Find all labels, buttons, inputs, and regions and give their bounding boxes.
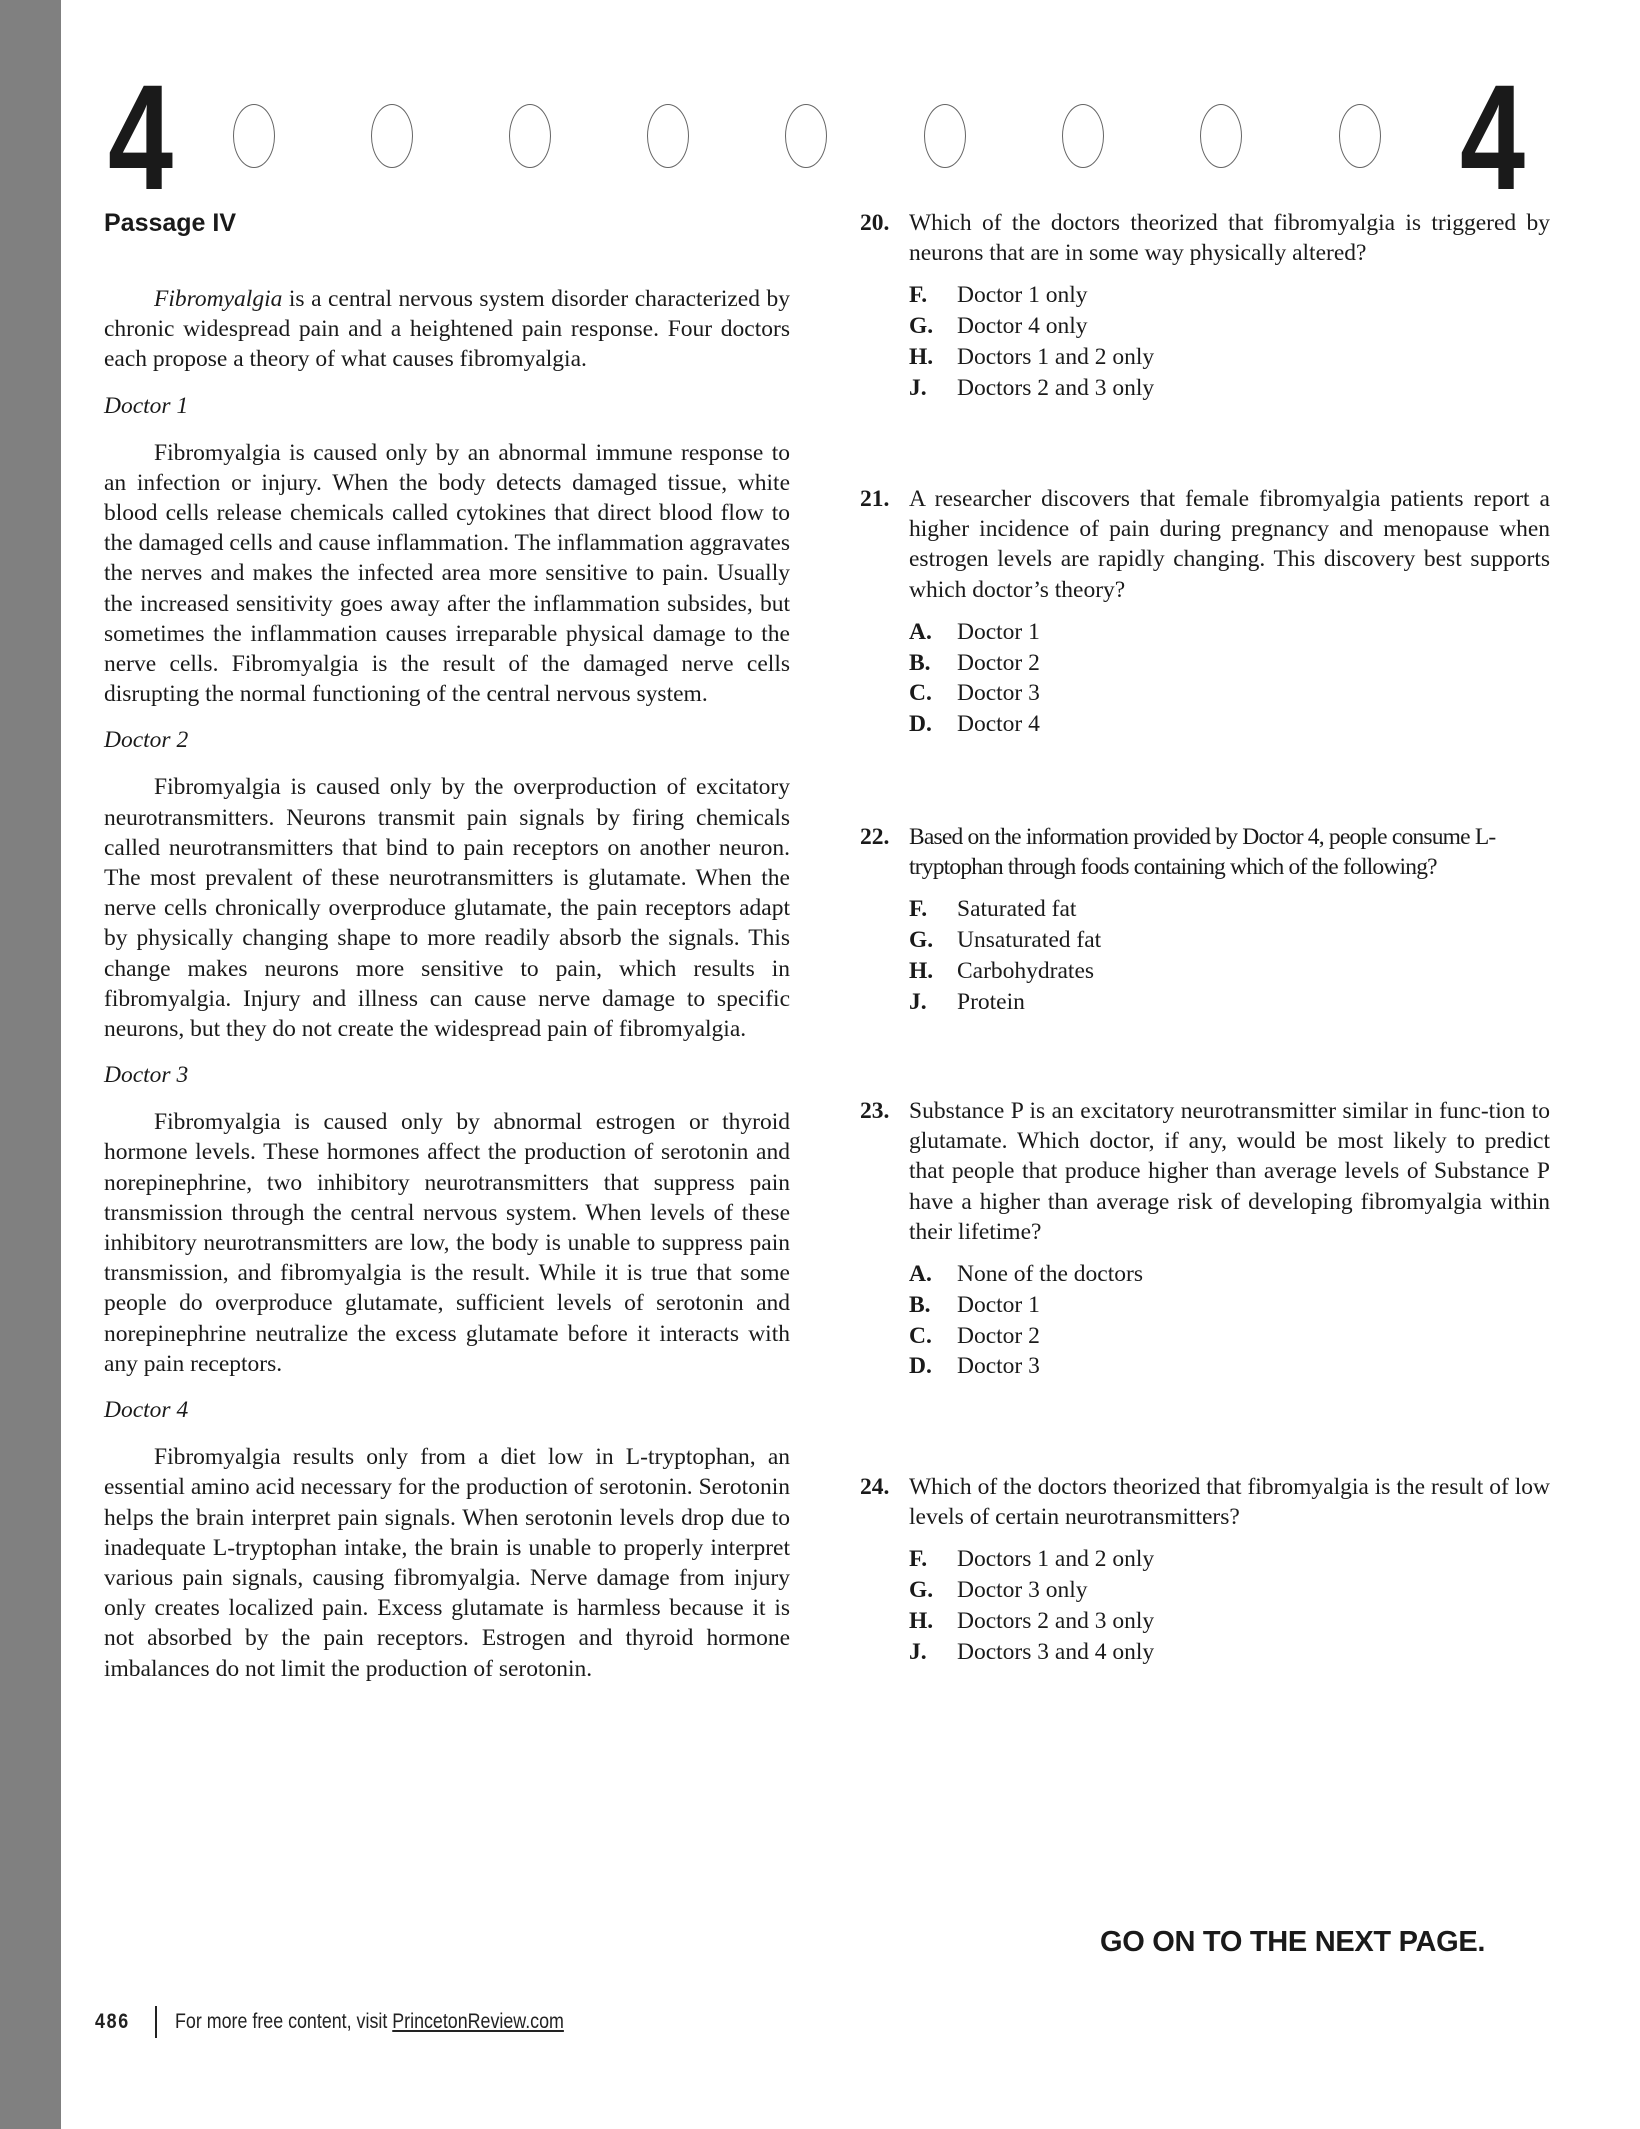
answer-bubble [785, 104, 827, 168]
option-text: Doctor 3 [957, 680, 1040, 707]
question-number: 22. [860, 824, 890, 850]
passage-intro [104, 284, 790, 375]
footer-divider [155, 2006, 157, 2038]
option-text: Doctor 1 only [957, 282, 1088, 309]
answer-option[interactable] [909, 342, 1550, 373]
answer-option[interactable] [909, 280, 1550, 311]
answer-options [909, 894, 1550, 1017]
option-text: Doctor 3 [957, 1353, 1040, 1380]
answer-option[interactable] [909, 1575, 1550, 1606]
question-number: 20. [860, 210, 890, 236]
option-letter: H. [909, 1608, 934, 1634]
answer-bubble [1200, 104, 1242, 168]
option-text: Protein [957, 988, 1025, 1015]
doctor-3-theory: Fibromyalgia is caused only by abnormal estrogen or thyroid hormone levels. These hormones affect the production of serotonin and norepinephrine, two inhibitory neurotransmitters that suppress pain transmission through the central nervous system. When levels of these inhibitory neurotransmitters are low, the body is unable to suppress pain transmission, and fibromyalgia is the result. While it is true that some people do overproduce glutamate, sufficient levels of serotonin and norepinephrine neutralize the excess glutamate before it interacts with any pain receptors. [104, 1109, 790, 1377]
option-text: Doctors 1 and 2 only [957, 1546, 1155, 1573]
option-letter: B. [909, 649, 931, 676]
answer-bubble [1062, 104, 1104, 168]
answer-option[interactable] [909, 617, 1550, 648]
intro-text: is a central nervous system disorder characterized by chronic widespread pain and a heightened pain response. Four doctors each propose a theory of what causes fibromyalgia. [104, 286, 790, 373]
doctor-2-label: Doctor 2 [104, 727, 189, 754]
option-text: Doctor 4 only [957, 313, 1088, 340]
answer-options [909, 1544, 1550, 1667]
answer-option[interactable] [909, 1321, 1550, 1352]
option-letter: C. [909, 680, 932, 707]
option-letter: C. [909, 1322, 932, 1349]
option-text: Doctor 4 [957, 711, 1040, 738]
option-text: Doctor 3 only [957, 1577, 1088, 1604]
doctor-1-theory: Fibromyalgia is caused only by an abnormal immune response to an infection or injury. When the body detects damaged tissue, white blood cells release chemicals called cytokines that direct blood flow to the damaged cells and cause inflammation. The inflammation aggravates the nerves and makes the infected area more sensitive to pain. Usually the increased sensitivity goes away after the inflammation subsides, but sometimes the inflammation causes irreparable physical damage to the nerve cells. Fibromyalgia is the result of the damaged nerve cells disrupting the normal functioning of the central nervous system. [104, 439, 790, 708]
option-text: Doctors 1 and 2 only [957, 344, 1155, 370]
option-text: Doctors 2 and 3 only [957, 374, 1155, 401]
doctor-4-theory: Fibromyalgia results only from a diet low in L-tryptophan, an essential amino acid necessary for the production of serotonin. Serotonin helps the brain interpret pain signals. When serotonin levels drop due to inadequate L-tryptophan intake, the brain is unable to properly interpret various pain signals, causing fibromyalgia. Nerve damage from injury only creates localized pain. Excess glutamate is harmless because it is not absorbed by the pain receptors. Estrogen and thyroid hormone imbalances do not limit the production of serotonin. [104, 1444, 790, 1682]
section-number-right: 4 [1460, 53, 1526, 221]
answer-option[interactable] [909, 678, 1550, 709]
question-text: A researcher discovers that female fibromyalgia patients report a higher incidence of pain during pregnancy and menopause when estrogen levels are rapidly changing. This discovery best supports which doctor’s theory? [909, 486, 1550, 603]
question-text: Substance P is an excitatory neurotransmitter similar in func-tion to glutamate. Which doctor, if any, would be most likely to predict that people that produce higher than average levels of Substance P have a higher than average risk of developing fibromyalgia within their lifetime? [909, 1098, 1550, 1245]
doctor-2-theory: Fibromyalgia is caused only by the overproduction of excitatory neurotransmitters. Neurons transmit pain signals by firing chemicals called neurotransmitters that bind to pain receptors on another neuron. The most prevalent of these neurotransmitters is glutamate. When the nerve cells chronically overproduce glutamate, the pain receptors adapt by physically changing shape to more readily absorb the signals. This change makes neurons more sensitive to pain, which results in fibromyalgia. Injury and illness can cause nerve damage to specific neurons, but they do not create the widespread pain of fibromyalgia. [104, 774, 790, 1043]
option-letter: D. [909, 711, 932, 738]
option-letter: J. [909, 988, 927, 1015]
passage-column [104, 208, 790, 1684]
option-letter: G. [909, 313, 934, 340]
question-22 [860, 822, 1550, 1018]
answer-option[interactable] [909, 1606, 1550, 1637]
option-text: Doctor 1 [957, 1291, 1040, 1318]
question-number: 21. [860, 486, 890, 512]
question-20 [860, 208, 1550, 404]
option-letter: A. [909, 618, 932, 645]
option-letter: A. [909, 1261, 932, 1288]
passage-title: Passage IV [104, 209, 237, 237]
answer-option[interactable] [909, 648, 1550, 679]
option-letter: H. [909, 344, 934, 370]
doctor-3-label: Doctor 3 [104, 1062, 189, 1089]
option-text: Saturated fat [957, 896, 1077, 923]
page-number: 486 [95, 2010, 130, 2033]
option-letter: F. [909, 282, 928, 309]
answer-bubble [924, 104, 966, 168]
option-letter: H. [909, 958, 934, 984]
answer-option[interactable] [909, 987, 1550, 1018]
answer-options [909, 1259, 1550, 1382]
doctor-1-label: Doctor 1 [104, 392, 189, 419]
option-text: Doctors 2 and 3 only [957, 1608, 1155, 1634]
option-letter: D. [909, 1353, 932, 1380]
promo-text: For more free content, visit [174, 2010, 392, 2033]
answer-option[interactable] [909, 956, 1550, 987]
answer-option[interactable] [909, 1259, 1550, 1290]
answer-options [909, 617, 1550, 740]
answer-option[interactable] [909, 311, 1550, 342]
option-letter: F. [909, 1546, 928, 1573]
question-23 [860, 1096, 1550, 1382]
promo-link[interactable]: PrincetonReview.com [391, 2010, 564, 2033]
option-letter: F. [909, 896, 928, 923]
question-24 [860, 1472, 1550, 1668]
section-header [0, 0, 1640, 221]
option-text: Doctor 1 [957, 618, 1040, 645]
answer-option[interactable] [909, 925, 1550, 956]
option-text: Doctor 2 [957, 649, 1040, 676]
option-text: Carbohydrates [957, 958, 1095, 984]
answer-option[interactable] [909, 1544, 1550, 1575]
option-text: Doctor 2 [957, 1322, 1040, 1349]
option-text: None of the doctors [957, 1261, 1143, 1288]
go-on-notice: GO ON TO THE NEXT PAGE. [1100, 1926, 1486, 1958]
option-letter: B. [909, 1291, 931, 1318]
answer-option[interactable] [909, 894, 1550, 925]
answer-bubble [233, 104, 275, 168]
answer-options [909, 280, 1550, 403]
option-text: Doctors 3 and 4 only [957, 1638, 1155, 1665]
answer-bubble [1339, 104, 1381, 168]
answer-option[interactable] [909, 1290, 1550, 1321]
section-number-left: 4 [108, 53, 174, 221]
option-letter: G. [909, 1577, 934, 1604]
question-21 [860, 484, 1550, 740]
answer-option[interactable] [909, 1637, 1550, 1668]
doctor-4-label: Doctor 4 [104, 1397, 189, 1424]
footer-promo [175, 2010, 564, 2034]
answer-option[interactable] [909, 373, 1550, 404]
answer-bubble [647, 104, 689, 168]
option-text: Unsaturated fat [957, 927, 1102, 954]
question-text: Which of the doctors theorized that fibromyalgia is triggered by neurons that are in some way physically altered? [909, 210, 1550, 267]
question-text: Based on the information provided by Doctor 4, people consume L-tryptophan through foods containing which of the following? [909, 824, 1496, 881]
intro-term: Fibromyalgia [154, 286, 283, 312]
question-number: 23. [860, 1098, 890, 1124]
option-letter: J. [909, 374, 927, 401]
answer-bubble [509, 104, 551, 168]
answer-option[interactable] [909, 1351, 1550, 1382]
question-number: 24. [860, 1474, 890, 1500]
question-text: Which of the doctors theorized that fibromyalgia is the result of low levels of certain neurotransmitters? [909, 1474, 1550, 1531]
page-footer [95, 2006, 632, 2038]
option-letter: G. [909, 927, 934, 954]
answer-bubble [371, 104, 413, 168]
side-bar [0, 0, 61, 2129]
answer-option[interactable] [909, 709, 1550, 740]
option-letter: J. [909, 1638, 927, 1665]
